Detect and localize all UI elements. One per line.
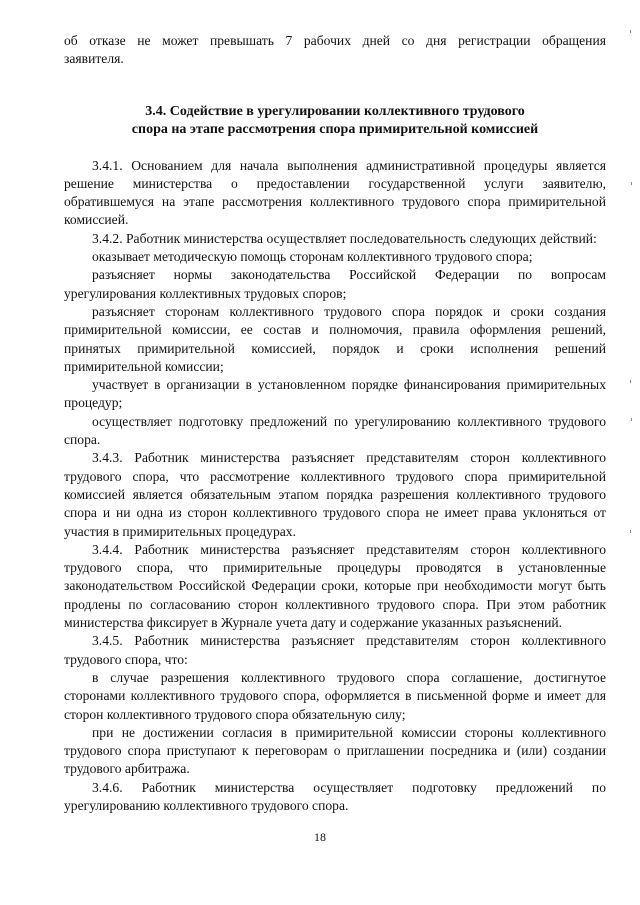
paragraph-3-4-2: 3.4.2. Работник министерства осуществляет последовательность следующих действий: bbox=[92, 230, 597, 246]
page-number: 18 bbox=[314, 830, 326, 844]
paragraph-3-4-6: 3.4.6. Работник министерства осуществляет подготовку предложений по урегулированию коллективного трудового спора. bbox=[64, 779, 606, 813]
section-heading-line-2: спора на этапе рассмотрения спора примирительной комиссией bbox=[131, 121, 539, 137]
list-item-financing: участвует в организации в установленном порядке финансирования примирительных процедур; bbox=[64, 377, 606, 411]
list-item-proposals: осуществляет подготовку предложений по урегулированию коллективного трудового спора. bbox=[64, 413, 606, 448]
scan-speck bbox=[631, 418, 632, 421]
list-item-agreement: в случае разрешения коллективного трудового спора соглашение, достигнутое сторонами коллективного трудового спора, оформляется в письменной форме и имеет для сторон коллективного трудового спора обязательную силу; bbox=[64, 669, 606, 722]
list-item-no-agreement: при не достижении согласия в примирительной комиссии стороны коллективного трудового спора приступают к переговорам о приглашении посредника и (или) создании трудового арбитража. bbox=[64, 724, 606, 777]
paragraph-3-4-1: 3.4.1. Основанием для начала выполнения административной процедуры является решение министерства о предоставлении государственной услуги заявителю, обратившемуся на этапе рассмотрения коллективного трудового спора примирительной комиссией. bbox=[64, 157, 606, 228]
list-item-explain-norms: разъясняет нормы законодательства Российской Федерации по вопросам урегулирования коллективных трудовых споров; bbox=[64, 267, 606, 301]
intro-line-2: заявителя. bbox=[64, 51, 124, 67]
section-heading bbox=[64, 103, 606, 139]
scan-speck bbox=[631, 182, 632, 185]
list-item-methodical-help: оказывает методическую помощь сторонам коллективного трудового спора; bbox=[92, 249, 533, 265]
scan-speck bbox=[630, 380, 631, 383]
section-heading-line-1: 3.4. Содействие в урегулировании коллективного трудового bbox=[145, 103, 525, 119]
paragraph-3-4-5: 3.4.5. Работник министерства разъясняет представителям сторон коллективного трудового спора, что: bbox=[64, 633, 606, 667]
paragraph-3-4-3: 3.4.3. Работник министерства разъясняет представителям сторон коллективного трудового спора, что рассмотрение коллективного трудового спора примирительной комиссией является обязательным этапом порядка разрешения коллективного трудового спора и ни одна из сторон коллективного трудового спора не имеет права уклоняться от участия в примирительных процедурах. bbox=[64, 450, 606, 539]
scan-speck bbox=[630, 530, 631, 533]
intro-line-1: об отказе не может превышать 7 рабочих дней со дня регистрации обращения bbox=[64, 33, 606, 48]
list-item-explain-commission: разъясняет сторонам коллективного трудового спора порядок и сроки создания примирительной комиссии, ее состав и полномочия, правила оформления решений, принятых примирительной комиссией, порядок и сроки исполнения решений примирительной комиссии; bbox=[64, 303, 606, 374]
scan-speck bbox=[630, 30, 631, 33]
document-body bbox=[64, 32, 606, 815]
paragraph-3-4-4: 3.4.4. Работник министерства разъясняет представителям сторон коллективного трудового спора, что примирительные процедуры проводятся в установленные законодательством Российской Федерации сроки, которые при необходимости могут быть продлены по согласованию сторон коллективного трудового спора. При этом работник министерства фиксирует в Журнале учета дату и содержание указанных разъяснений. bbox=[64, 541, 606, 631]
